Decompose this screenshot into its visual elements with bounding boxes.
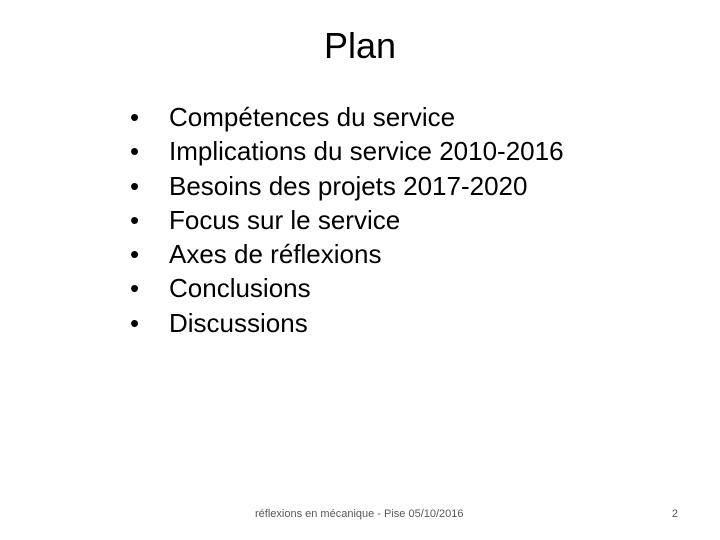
page-number: 2: [671, 508, 678, 520]
bullet-icon: •: [130, 239, 140, 270]
bullet-icon: •: [130, 170, 140, 201]
slide-title: Plan: [323, 25, 397, 66]
bullet-icon: •: [130, 204, 140, 235]
bullet-icon: •: [130, 136, 140, 167]
list-item-text: Axes de réflexions: [169, 239, 382, 270]
bullet-icon: •: [130, 307, 140, 338]
bullet-icon: •: [130, 273, 140, 304]
slide-footer: réflexions en mécanique - Pise 05/10/2016: [255, 508, 464, 520]
list-item-text: Discussions: [169, 307, 308, 338]
bullet-icon: •: [130, 102, 140, 132]
list-item-text: Focus sur le service: [169, 204, 401, 235]
list-item-text: Compétences du service: [169, 102, 456, 132]
list-item-text: Implications du service 2010-2016: [169, 136, 564, 167]
list-item-text: Conclusions: [169, 273, 311, 304]
list-item-text: Besoins des projets 2017-2020: [169, 170, 528, 201]
